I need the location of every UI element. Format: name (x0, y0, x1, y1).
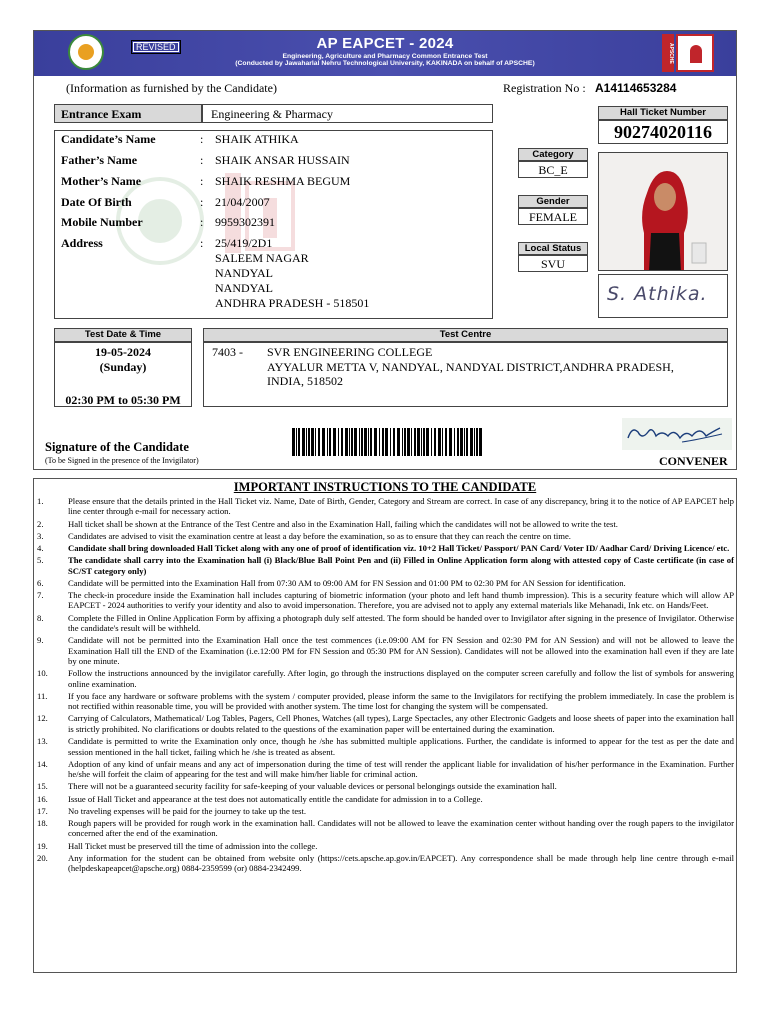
entrance-exam-value: Engineering & Pharmacy (202, 104, 493, 123)
instruction-item (37, 578, 734, 588)
apsche-strip: APSCHE (662, 34, 674, 72)
dob-label: Date Of Birth (61, 195, 132, 209)
exam-subtitle: Engineering, Agriculture and Pharmacy Common Entrance Test (282, 53, 488, 60)
jntuk-logo-icon (68, 34, 104, 70)
instruction-item (37, 794, 734, 804)
instruction-number: 13. (37, 736, 48, 747)
hall-ticket-label: Hall Ticket Number (598, 106, 728, 120)
mobile-value: 9959302391 (215, 215, 275, 229)
category-label: Category (518, 148, 588, 161)
hall-ticket-number: 90274020116 (598, 120, 728, 144)
father-name: SHAIK ANSAR HUSSAIN (215, 153, 350, 167)
instruction-text: There will not be a guaranteed security facility for safe-keeping of your valuable devices or personal belongings outside the examination hall. (68, 781, 557, 792)
instruction-text: Candidate will be permitted into the Examination Hall from 07:30 AM to 09:00 AM for FN Session and 01:00 PM to 02:30 PM for AN Session for identification. (68, 577, 626, 588)
barcode-icon (292, 428, 482, 456)
dob-row: Date Of Birth : 21/04/2007 (55, 195, 494, 211)
mother-name-row: Mother’s Name : SHAIK RESHMA BEGUM (55, 174, 494, 190)
instructions-list (37, 496, 734, 875)
candidate-name-row: Candidate’s Name : SHAIK ATHIKA (55, 132, 494, 148)
info-note: (Information as furnished by the Candidate) (66, 81, 277, 95)
instruction-text: Candidate is permitted to write the Examination only once, though he /she has submitted multiple applications. Further, the candidate is informed to appear for the test as per the date and session mentioned in the hall ticket, failing which he /she is treated as absent. (68, 736, 734, 757)
address-row: Address : 25/419/2D1 SALEEM NAGAR NANDYAL NANDYAL ANDHRA PRADESH - 518501 (55, 236, 494, 316)
instruction-text: Candidate shall bring downloaded Hall Ticket along with any one of proof of identification viz. 10+2 Hall Ticket/ Passport/ PAN Card/ Voter ID/ Aadhar Card/ Driving Licence/ etc. (68, 543, 730, 554)
instruction-item (37, 635, 734, 666)
instruction-text: Complete the Filled in Online Application Form by affixing a photograph duly self attested. The form should be handed over to Invigilator after signing in the presence of Invigilator. Otherwise the candidate's result will be withheld. (68, 612, 734, 634)
instruction-number: 9. (37, 635, 44, 646)
instruction-item (37, 691, 734, 712)
instruction-text: Adoption of any kind of unfair means and any act of impersonation during the time of test will render the applicant liable for invalidation of his/her performance in the Examination. Further he/she will forfeit the claim of appearing for the test and will make him/her liable for criminal action. (68, 758, 734, 780)
instruction-item (37, 531, 734, 541)
instruction-number: 19. (37, 840, 48, 851)
instruction-item (37, 759, 734, 780)
revised-badge: REVISED (131, 40, 181, 54)
instruction-item (37, 496, 734, 517)
instruction-text: If you face any hardware or software problems with the system / computer provided, please inform the same to the Invigilators for rectifying the problem immediately. In case the problem is not rectified within reasonable time, you will be provided with another system. The time lost for changing the system will be compensated. (68, 690, 734, 712)
instruction-item (37, 519, 734, 529)
test-date-time-label: Test Date & Time (54, 328, 192, 342)
test-centre (203, 342, 728, 407)
candidate-signature-label: Signature of the Candidate (45, 440, 189, 454)
instruction-number: 20. (37, 852, 48, 863)
apsche-logo-icon (676, 34, 714, 72)
instruction-text: The candidate shall carry into the Examination hall (i) Black/Blue Ball Point Pen and (ii) Filled in Online Application form along with attested copy of Caste certificate (in case of SC/ST category only) (68, 555, 734, 576)
instruction-number: 11. (37, 690, 48, 701)
instruction-text: Candidate will not be permitted into the Examination Hall once the test commences (i.e.09:00 AM for FN Session and 02:30 PM for AN Session) and will not be allowed to leave the Examination Hall till the END of the Examination (i.e.12:00 PM for FN Session and 05:30 PM for AN Session). Candidates will not be allowed into the examination hall even if they are late by one minute. (68, 635, 734, 667)
test-centre-code: 7403 - (212, 345, 243, 359)
candidate-details (54, 130, 493, 319)
instruction-number: 2. (37, 518, 44, 529)
instruction-text: Issue of Hall Ticket and appearance at the test does not automatically entitle the candidate for admission in to a College. (68, 793, 483, 804)
mobile-label: Mobile Number (61, 215, 143, 229)
test-centre-label: Test Centre (203, 328, 728, 342)
instruction-number: 4. (37, 543, 44, 554)
instruction-item (37, 613, 734, 634)
mobile-row: Mobile Number : 9959302391 (55, 215, 494, 231)
instruction-text: Hall Ticket must be preserved till the time of admission into the college. (68, 840, 318, 851)
candidate-photo-icon (599, 153, 728, 271)
local-status-value: SVU (518, 255, 588, 272)
local-status-label: Local Status (518, 242, 588, 255)
registration-number: A14114653284 (595, 81, 677, 95)
instruction-item (37, 555, 734, 576)
instruction-number: 7. (37, 590, 44, 601)
instruction-text: Candidates are advised to visit the examination centre at least a day before the examination, so as to ensure that they can reach the centre on time. (68, 530, 571, 541)
instruction-item (37, 668, 734, 689)
test-day: (Sunday) (99, 360, 147, 374)
registration-label: Registration No : (503, 81, 586, 95)
gender-label: Gender (518, 195, 588, 208)
test-date: 19-05-2024 (95, 345, 151, 359)
candidate-signature-note: (To be Signed in the presence of the Invigilator) (45, 456, 199, 465)
instruction-item (37, 781, 734, 791)
mother-name: SHAIK RESHMA BEGUM (215, 174, 351, 188)
address-value: 25/419/2D1 SALEEM NAGAR NANDYAL NANDYAL ANDHRA PRADESH - 518501 (215, 236, 370, 310)
instruction-text: Follow the instructions announced by the invigilator carefully. After login, go through the instructions displayed on the computer screen carefully and follow the list of symbols for answering online examination. (68, 668, 734, 689)
candidate-name: SHAIK ATHIKA (215, 132, 299, 146)
instruction-number: 6. (37, 577, 44, 588)
convener-signature-image (622, 418, 732, 450)
exam-title: AP EAPCET - 2024 (316, 35, 454, 52)
instruction-text: Rough papers will be provided for rough work in the examination hall. Candidates will not be allowed to leave the examination center without handing over the rough papers to the invigilator concerned after the end of the examination. (68, 817, 734, 839)
convener-label: CONVENER (659, 454, 728, 468)
gender-value: FEMALE (518, 208, 588, 225)
instruction-text: Any information for the student can be obtained from website only (https://cets.apsche.ap.gov.in/EAPCET). Any correspondence shall be made through help line centre through e-mail (helpdeskapeapcet@apsche.org) 0884-2359599 (or) 0884-2342499. (68, 852, 734, 874)
test-time: 02:30 PM to 05:30 PM (65, 393, 181, 407)
instruction-number: 8. (37, 612, 44, 623)
instruction-number: 1. (37, 496, 44, 506)
instruction-number: 14. (37, 758, 48, 769)
mother-name-label: Mother’s Name (61, 174, 142, 188)
instruction-number: 12. (37, 713, 48, 724)
father-name-row: Father’s Name : SHAIK ANSAR HUSSAIN (55, 153, 494, 169)
instruction-item (37, 841, 734, 851)
instruction-item (37, 853, 734, 874)
father-name-label: Father’s Name (61, 153, 138, 167)
dob-value: 21/04/2007 (215, 195, 270, 209)
instruction-text: Please ensure that the details printed in the Hall Ticket viz. Name, Date of Birth, Gender, Category and Stream are correct. In case of any discrepancy, bring it to the notice of AP EAPCET help line center through e-mail for necessary action. (68, 496, 734, 517)
instructions-title: IMPORTANT INSTRUCTIONS TO THE CANDIDATE (233, 480, 537, 494)
entrance-exam-label: Entrance Exam (54, 104, 202, 123)
instruction-text: Carrying of Calculators, Mathematical/ Log Tables, Pagers, Cell Phones, Watches (all types), Large Spectacles, any other Electronic Gadgets and loose sheets of paper into the examination hall is strictly prohibited. No clarifications or doubts related to the questions of the examination paper will be entertained during the examination. (68, 713, 734, 734)
instruction-number: 18. (37, 817, 48, 828)
instruction-number: 16. (37, 793, 48, 804)
address-label: Address (61, 236, 103, 250)
test-date-time (54, 342, 192, 407)
instruction-item (37, 590, 734, 611)
candidate-photo (598, 152, 728, 271)
instruction-number: 5. (37, 555, 44, 566)
instruction-item (37, 806, 734, 816)
instruction-number: 3. (37, 530, 44, 541)
instruction-number: 15. (37, 781, 48, 792)
instruction-item (37, 543, 734, 553)
conducted-by: (Conducted by Jawaharlal Nehru Technological University, KAKINADA on behalf of APSCHE) (235, 60, 535, 67)
instruction-text: The check-in procedure inside the Examination hall includes capturing of biometric information (your photo and left hand thumb impression). This is a security feature which will allow AP EAPCET - 2024 authorities to verify your identity and also to avoid impersonation. Therefore, you are advised not to apply any external materials like Mehanadi, Ink etc. on Hands/Feet. (68, 590, 734, 611)
test-centre-address: SVR ENGINEERING COLLEGE AYYALUR METTA V, NANDYAL, NANDYAL DISTRICT,ANDHRA PRADESH, INDIA, 518502 (267, 345, 674, 388)
instruction-item (37, 818, 734, 839)
instruction-text: Hall ticket shall be shown at the Entrance of the Test Centre and also in the Examination Hall, failing which the candidates will not be allowed to write the test. (68, 518, 618, 529)
candidate-signature-image: S. Athika. (598, 274, 728, 318)
category-value: BC_E (518, 161, 588, 178)
instruction-text: No traveling expenses will be paid for the journey to take up the test. (68, 805, 307, 816)
instruction-item (37, 736, 734, 757)
instruction-number: 10. (37, 668, 48, 679)
candidate-name-label: Candidate’s Name (61, 132, 156, 146)
instruction-item (37, 713, 734, 734)
instruction-number: 17. (37, 805, 48, 816)
